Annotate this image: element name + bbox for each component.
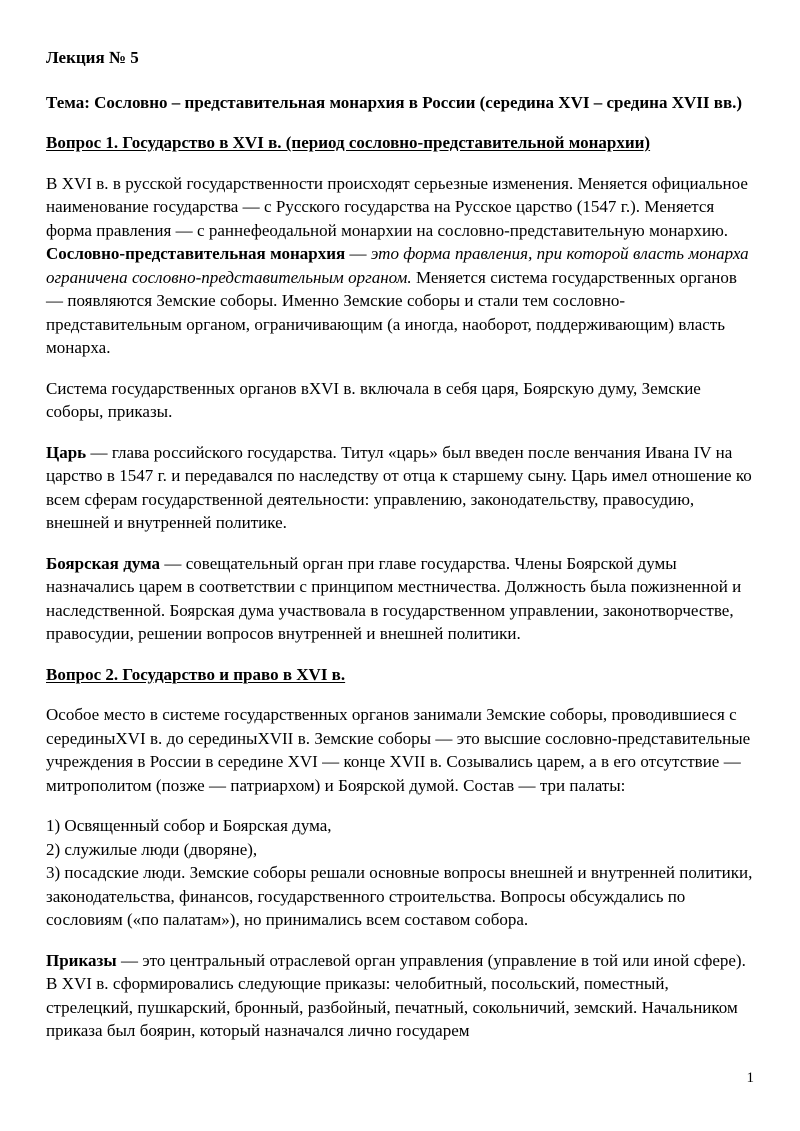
paragraph-zemskie-sobory (46, 703, 756, 797)
lecture-heading-text: Лекция № 5 (46, 48, 139, 67)
lecture-heading (46, 46, 756, 70)
list-item: 2) служилые люди (дворяне), (46, 839, 258, 859)
paragraph-prikazy (46, 949, 756, 1043)
term-prikazy: Приказы (46, 950, 117, 970)
paragraph-tsar (46, 441, 756, 535)
paragraph-text-segment: Меняется система государственных органов — появляются Земские соборы. Именно Земские соборы и стали тем сословно-представительным органом, ограничивающим (а иногда, наоборот, поддерживающим) власть монарха. (46, 267, 737, 357)
paragraph-text-segment: — (345, 244, 371, 263)
paragraph-text-segment: — совещательный орган при главе государства. Члены Боярской думы назначались царем в соответствии с принципом местничества. Должность была пожизненной и наследственной. Боярская дума участвовала в государственном управлении, законотворчестве, правосудии, решении вопросов внутренней и внешней политики. (46, 553, 742, 643)
term-tsar: Царь (46, 442, 87, 462)
topic-heading (46, 91, 756, 115)
list-item: 3) посадские люди. Земские соборы решали основные вопросы внешней и внутренней политики, законодательства, финансов, государственного строительства. Вопросы обсуждались по сословиям («по палатам»), но принимались всем составом собора. (46, 863, 753, 929)
definition-italic-text: это форма правления, при которой власть монарха ограничена сословно-представительным органом. (46, 244, 749, 287)
topic-label: Тема: (46, 92, 90, 112)
paragraph-text-segment: Особое место в системе государственных органов занимали Земские соборы, проводившиеся с серединыXVI в. до серединыXVII в. Земские соборы — это высшие сословно-представительные учреждения в России в середине XVI — конце XVII в. Созывались царем, а в его отсутствие — митрополитом (позже — патриархом) и Боярской думой. Состав — три палаты: (46, 705, 751, 795)
question-1-heading-text: Вопрос 1. Государство в XVI в. (период сословно-представительной монархии) (46, 133, 651, 152)
paragraph-text-segment: — глава российского государства. Титул «царь» был введен после венчания Ивана IV на царство в 1547 г. и передавался по наследству от отца к старшему сыну. Царь имел отношение ко всем сферам государственной деятельности: управлению, законодательству, правосудию, внешней и внутренней политике. (46, 442, 752, 532)
term-boyarskaya-duma: Боярская дума (46, 553, 161, 573)
paragraph-text-segment: — это центральный отраслевой орган управления (управление в той или иной сфере). В XVI в. сформировались следующие приказы: челобитный, посольский, поместный, стрелецкий, пушкарский, бронный, разбойный, печатный, сокольничий, земский. Начальником приказа был боярин, который назначался лично государем (46, 950, 746, 1040)
term-soslovno-predstavitelnaya-monarhiya: Сословно-представительная монархия (46, 244, 346, 263)
question-1-heading (46, 131, 756, 155)
page-number: 1 (746, 1070, 754, 1086)
paragraph-boyarskaya-duma (46, 552, 756, 646)
chambers-list (46, 814, 756, 932)
question-2-heading-text: Вопрос 2. Государство и право в XVI в. (46, 664, 346, 684)
document-body (46, 46, 756, 1043)
topic-text: Сословно – представительная монархия в России (середина XVI – средина XVII вв.) (89, 92, 743, 112)
paragraph-text-segment: Система государственных органов вXVI в. включала в себя царя, Боярскую думу, Земские соборы, приказы. (46, 378, 701, 421)
paragraph-state-organs-system (46, 377, 756, 424)
question-2-heading (46, 663, 756, 687)
list-item: 1) Освященный собор и Боярская дума, (46, 816, 332, 835)
paragraph-intro-xvi-century (46, 172, 756, 360)
paragraph-text-segment: В XVI в. в русской государственности происходят серьезные изменения. Меняется официальное наименование государства — с Русского государства на Русское царство (1547 г.). Меняется форма правления — с раннефеодальной монархии на сословно-представительную монархию. (46, 173, 748, 240)
